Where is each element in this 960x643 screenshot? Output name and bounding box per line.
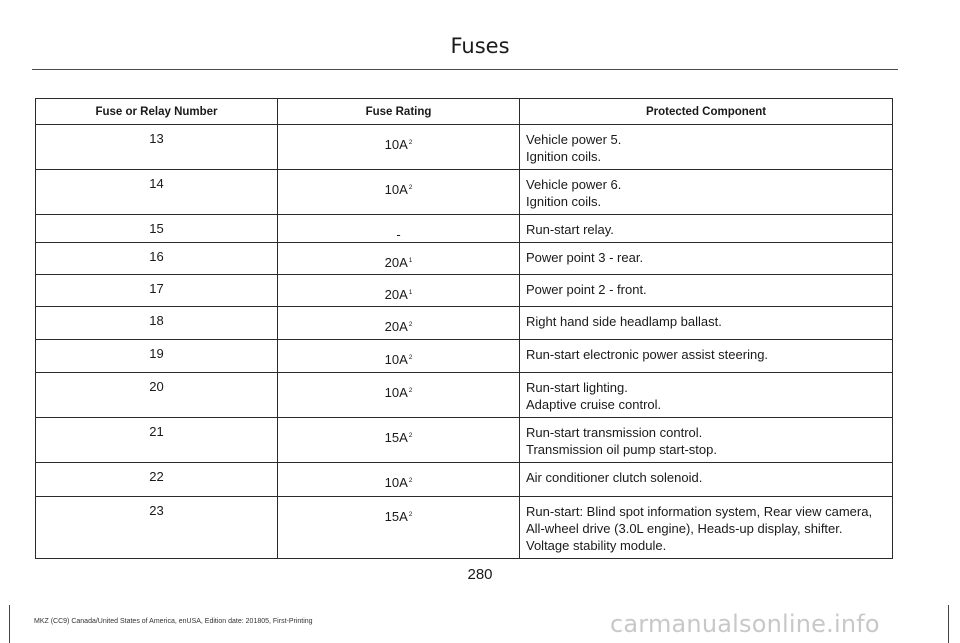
table-row	[36, 340, 893, 373]
fuse-rating-cell	[278, 418, 520, 463]
fuse-number-cell: 18	[36, 307, 278, 340]
protected-component-cell	[520, 275, 893, 307]
table-row	[36, 170, 893, 215]
component-line: Adaptive cruise control.	[526, 397, 662, 412]
component-line: Power point 3 - rear.	[526, 250, 644, 265]
table-row	[36, 125, 893, 170]
fuse-rating-footnote: 2	[408, 510, 413, 518]
fuse-rating-footnote: 2	[408, 353, 413, 361]
component-line: Vehicle power 6.	[526, 177, 622, 192]
fuse-rating-value: 10A	[384, 137, 408, 152]
component-line: Right hand side headlamp ballast.	[526, 314, 722, 329]
component-line: Ignition coils.	[526, 149, 602, 164]
component-line: Transmission oil pump start-stop.	[526, 442, 717, 457]
fuse-rating-value: 15A	[384, 430, 408, 445]
fuse-number-cell: 17	[36, 275, 278, 307]
component-line: Run-start: Blind spot information system, Rear view camera,	[526, 504, 873, 519]
fuse-number-cell: 15	[36, 215, 278, 243]
component-line: Vehicle power 5.	[526, 132, 622, 147]
fuse-rating-value: 10A	[384, 182, 408, 197]
title-divider	[32, 69, 898, 70]
fuse-rating-value: 10A	[384, 352, 408, 367]
fuse-rating-footnote: 2	[408, 320, 413, 328]
fuse-number-cell: 14	[36, 170, 278, 215]
table-row	[36, 275, 893, 307]
table-row	[36, 463, 893, 497]
fuse-number-cell: 20	[36, 373, 278, 418]
fuse-number-cell: 23	[36, 497, 278, 559]
table-row	[36, 215, 893, 243]
protected-component-cell	[520, 307, 893, 340]
fuse-number-cell: 19	[36, 340, 278, 373]
protected-component-cell	[520, 170, 893, 215]
fuse-rating-cell	[278, 243, 520, 275]
watermark: carmanualsonline.info	[610, 610, 880, 638]
fuse-rating-value: 15A	[384, 509, 408, 524]
fuse-rating-footnote: 2	[408, 476, 413, 484]
fuse-rating-value: -	[396, 227, 401, 242]
protected-component-cell	[520, 463, 893, 497]
page-number: 280	[467, 566, 493, 583]
fuse-rating-footnote: 2	[408, 386, 413, 394]
fuse-number-cell: 21	[36, 418, 278, 463]
component-line: All-wheel drive (3.0L engine), Heads-up display, shifter.	[526, 521, 843, 536]
fuse-number-cell: 16	[36, 243, 278, 275]
crop-mark-left	[9, 605, 10, 643]
header-fuse-rating: Fuse Rating	[278, 99, 520, 125]
fuse-number-cell: 22	[36, 463, 278, 497]
table-row	[36, 373, 893, 418]
fuse-rating-value: 20A	[384, 255, 408, 270]
protected-component-cell	[520, 125, 893, 170]
header-protected-component: Protected Component	[520, 99, 893, 125]
fuse-rating-footnote: 1	[408, 256, 413, 264]
table-header-row	[36, 99, 893, 125]
protected-component-cell	[520, 497, 893, 559]
fuse-rating-cell	[278, 373, 520, 418]
protected-component-cell	[520, 373, 893, 418]
protected-component-cell	[520, 215, 893, 243]
component-line: Run-start relay.	[526, 222, 614, 237]
fuse-number-cell: 13	[36, 125, 278, 170]
fuse-rating-value: 10A	[384, 475, 408, 490]
header-fuse-number: Fuse or Relay Number	[36, 99, 278, 125]
fuse-rating-cell	[278, 275, 520, 307]
component-line: Run-start transmission control.	[526, 425, 703, 440]
fuse-rating-footnote: 1	[408, 288, 413, 296]
protected-component-cell	[520, 340, 893, 373]
fuse-rating-footnote: 2	[408, 183, 413, 191]
fuse-rating-cell	[278, 170, 520, 215]
table-row	[36, 307, 893, 340]
fuse-rating-value: 10A	[384, 385, 408, 400]
footer-edition-text: MKZ (CC9) Canada/United States of America, enUSA, Edition date: 201805, First-Printing	[34, 618, 313, 625]
fuse-rating-cell	[278, 215, 520, 243]
fuse-rating-cell	[278, 463, 520, 497]
fuse-rating-cell	[278, 125, 520, 170]
fuse-table	[35, 98, 893, 559]
fuse-rating-cell	[278, 307, 520, 340]
component-line: Air conditioner clutch solenoid.	[526, 470, 703, 485]
fuse-rating-value: 20A	[384, 319, 408, 334]
page-title: Fuses	[450, 34, 510, 58]
component-line: Run-start electronic power assist steering.	[526, 347, 769, 362]
fuse-rating-cell	[278, 497, 520, 559]
component-line: Power point 2 - front.	[526, 282, 647, 297]
table-row	[36, 497, 893, 559]
fuse-rating-footnote: 2	[408, 138, 413, 146]
crop-mark-right	[948, 605, 949, 643]
table-body	[36, 125, 893, 559]
component-line: Run-start lighting.	[526, 380, 628, 395]
component-line: Ignition coils.	[526, 194, 602, 209]
table-row	[36, 418, 893, 463]
component-line: Voltage stability module.	[526, 538, 667, 553]
table-row	[36, 243, 893, 275]
protected-component-cell	[520, 418, 893, 463]
fuse-rating-cell	[278, 340, 520, 373]
fuse-rating-footnote: 2	[408, 431, 413, 439]
protected-component-cell	[520, 243, 893, 275]
fuse-rating-value: 20A	[384, 287, 408, 302]
